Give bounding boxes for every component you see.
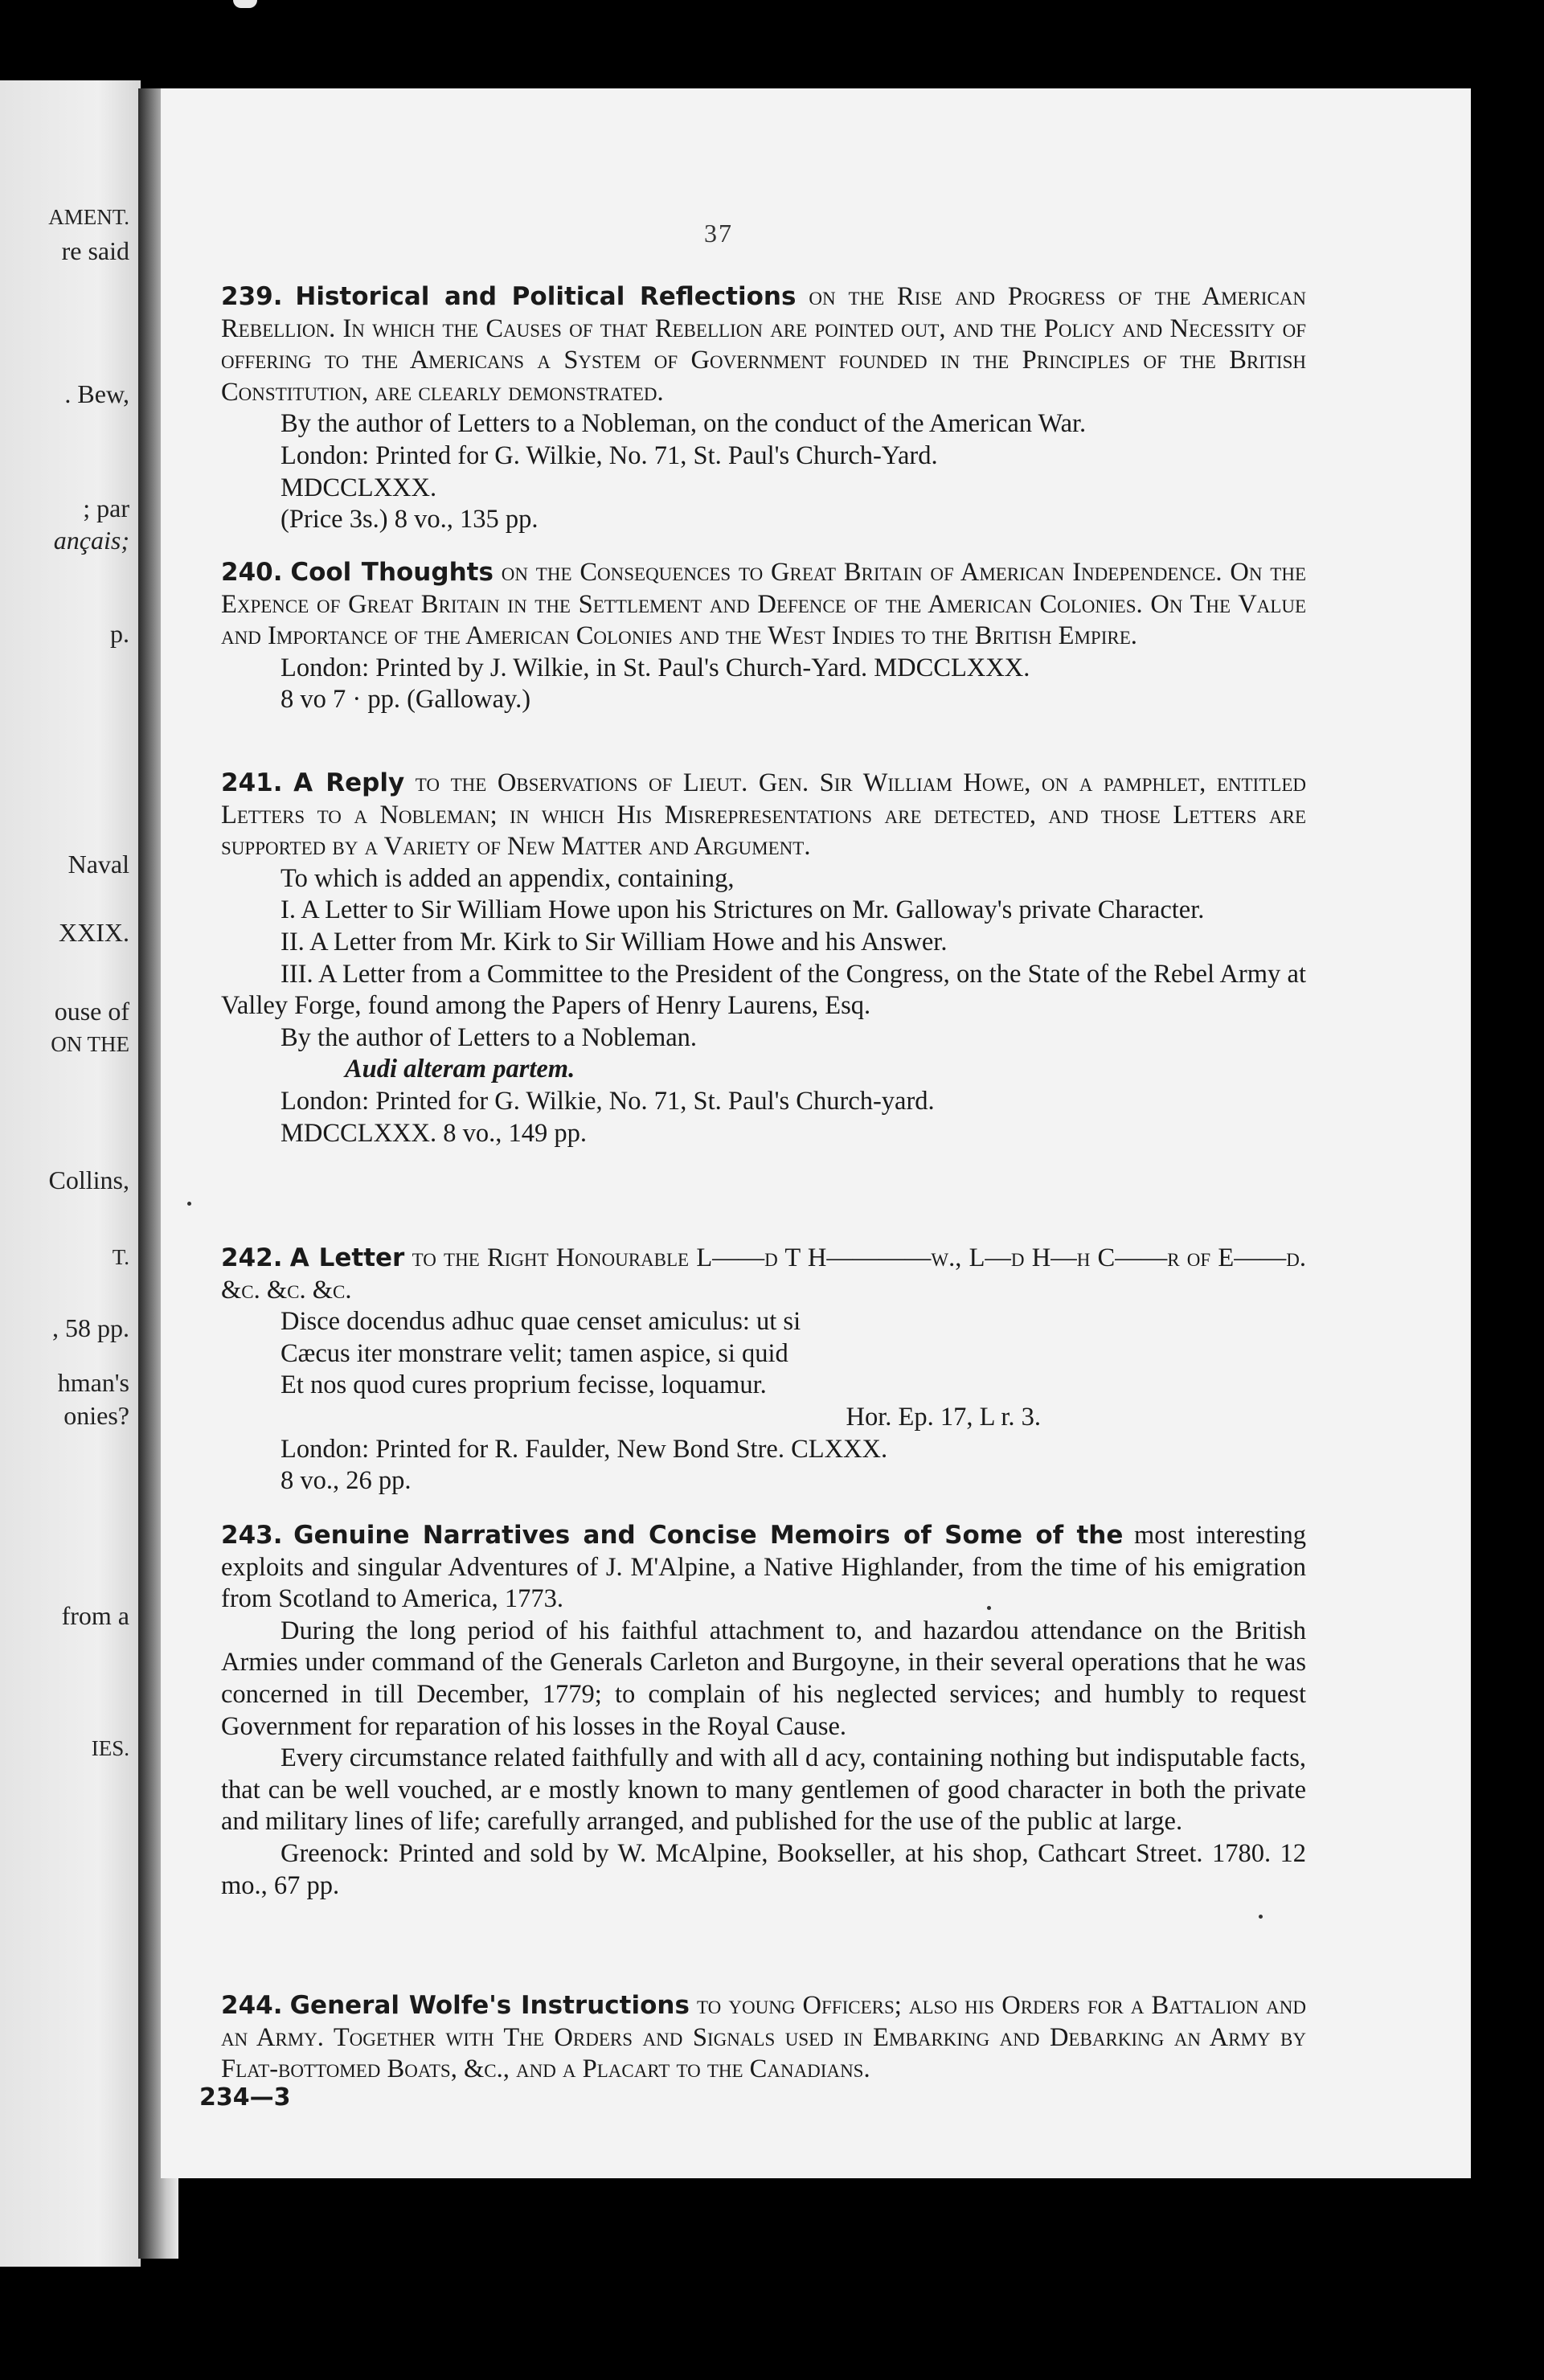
entry-date: MDCCLXXX. [281, 473, 437, 502]
entry-appendix: To which is added an appendix, containing, [281, 863, 735, 893]
entry-number: 239. [221, 282, 283, 311]
entry-item: III. A Letter from a Committee to the President of the Congress, on the State of the Rebel Army at Valley Forge, found among the Papers of Henry Laurens, Esq. [221, 959, 1306, 1021]
entry-title: A Reply [293, 768, 405, 797]
entry-title: A Letter [289, 1243, 405, 1272]
entry-verse: Disce docendus adhuc quae censet amiculus: ut si [281, 1307, 801, 1337]
entry-number: 244. [221, 1991, 283, 2020]
signature-mark: 234—3 [199, 2083, 291, 2112]
left-page-text-fragment: ON THE [51, 1032, 129, 1056]
entry-item: II. A Letter from Mr. Kirk to Sir William Howe and his Answer. [281, 927, 948, 957]
entry-body: to young Officers; also his Orders for a Battalion and an Army. Together with The Orders and Signals used in Embarking and Debarking an Army by Flat-bottomed Boats, &c., and a Placart to the Canadians. [221, 1991, 1306, 2084]
left-page-text-fragment: ançais; [53, 526, 129, 555]
left-page-text-fragment: p. [110, 619, 129, 648]
entry-verse: Cæcus iter monstrare velit; tamen aspice, si quid [281, 1338, 788, 1368]
entry-imprint: London: Printed for R. Faulder, New Bond Stre. CLXXX. [281, 1434, 888, 1464]
entry-imprint: London: Printed for G. Wilkie, No. 71, St. Paul's Church-yard. [281, 1086, 935, 1116]
entry-239 [221, 281, 1306, 536]
entry-imprint: Greenock: Printed and sold by W. McAlpine, Bookseller, at his shop, Cathcart Street. 1780. 12 mo., 67 pp. [221, 1838, 1306, 1900]
entry-verse: Et nos quod cures proprium fecisse, loquamur. [281, 1370, 767, 1400]
entry-242 [221, 1243, 1306, 1497]
entry-240 [221, 557, 1306, 716]
page-top-mark [233, 0, 257, 8]
entry-number: 241. [221, 768, 283, 797]
left-page-text-fragment: T. [112, 1245, 129, 1269]
entry-title: Cool Thoughts [290, 558, 494, 587]
left-page-text-fragment: onies? [63, 1401, 129, 1430]
entry-243 [221, 1520, 1306, 1902]
entry-title: Genuine Narratives and Concise Memoirs of Some of the [293, 1521, 1124, 1550]
left-page-text-fragment: ouse of [54, 997, 129, 1026]
entry-author: By the author of Letters to a Nobleman, on the conduct of the American War. [281, 409, 1087, 439]
entry-number: 243. [221, 1521, 283, 1550]
left-page-text-fragment: Naval [68, 850, 129, 879]
entry-format: 8 vo 7 · pp. (Galloway.) [281, 685, 531, 715]
left-page-text-fragment: . Bew, [64, 379, 129, 408]
print-speck [1259, 1915, 1263, 1919]
entry-title: General Wolfe's Instructions [289, 1991, 690, 2020]
entry-paragraph: During the long period of his faithful attachment to, and hazardou attendance on the British Armies under command of the Generals Carleton and Burgoyne, in their several operations that he was concerned in till December, 1779; to complain of his neglected services; and humbly to request Government for reparation of his losses in the Royal Cause. [221, 1616, 1306, 1741]
entry-244 [221, 1990, 1306, 2086]
entry-author: By the author of Letters to a Nobleman. [281, 1022, 698, 1052]
entry-imprint: London: Printed by J. Wilkie, in St. Paul's Church-Yard. MDCCLXXX. [281, 653, 1030, 682]
entry-body: on the Rise and Progress of the American Rebellion. In which the Causes of that Rebellion are pointed out, and the Policy and Necessity of offering to the Americans a System of Government founded in the Principles of the British Constitution, are clearly demonstrated. [221, 282, 1307, 407]
entry-date: MDCCLXXX. 8 vo., 149 pp. [281, 1118, 587, 1148]
left-page-text-fragment: , 58 pp. [52, 1313, 129, 1342]
entry-paragraph: Every circumstance related faithfully and with all d acy, containing nothing but indisputable facts, that can be well vouched, ar e mostly known to many gentlemen of good character in both the private and military lines of life; carefully arranged, and published for the use of the public at large. [221, 1743, 1306, 1837]
left-page-text-fragment: hman's [57, 1368, 129, 1397]
entry-format: 8 vo., 26 pp. [281, 1466, 412, 1496]
entry-number: 242. [221, 1243, 283, 1272]
print-speck [187, 1202, 191, 1206]
entry-number: 240. [221, 558, 283, 587]
entry-imprint: London: Printed for G. Wilkie, No. 71, St. Paul's Church-Yard. [281, 440, 938, 470]
left-page-text-fragment: Collins, [48, 1165, 129, 1194]
left-page-text-fragment: from a [61, 1601, 129, 1630]
entry-citation: Hor. Ep. 17, L r. 3. [846, 1402, 1041, 1432]
entry-item: I. A Letter to Sir William Howe upon his Strictures on Mr. Galloway's private Character. [281, 895, 1205, 925]
left-page-text-fragment: ; par [83, 494, 129, 522]
entry-title: Historical and Political Reflections [295, 282, 797, 311]
entry-body: to the Right Honourable L——d T H————w., L—d H—h C——r of E——d. &c. &c. &c. [221, 1243, 1307, 1305]
entry-price: (Price 3s.) 8 vo., 135 pp. [281, 505, 539, 535]
print-speck [987, 1606, 991, 1610]
entry-body: most interesting exploits and singular Adventures of J. M'Alpine, a Native Highlander, from the time of his emigration from Scotland to America, 1773. [221, 1521, 1307, 1614]
left-page-text-fragment: AMENT. [48, 205, 129, 229]
left-page-fragment [0, 80, 141, 2267]
left-page-text-fragment: XXIX. [59, 918, 129, 947]
entry-motto: Audi alteram partem. [345, 1055, 575, 1084]
page-number: 37 [704, 219, 733, 248]
left-page-text-fragment: IES. [91, 1736, 129, 1760]
left-page-text-fragment: re said [61, 236, 129, 265]
entry-body: to the Observations of Lieut. Gen. Sir William Howe, on a pamphlet, entitled Letters to a Nobleman; in which His Misrepresentations are detected, and those Letters are supported by a Variety of New Matter and Argument. [221, 768, 1306, 862]
entry-body: on the Consequences to Great Britain of American Independence. On the Expence of Great Britain in the Settlement and Defence of the American Colonies. On The Value and Importance of the American Colonies and the West Indies to the British Empire. [221, 558, 1306, 651]
entry-241 [221, 768, 1306, 1149]
